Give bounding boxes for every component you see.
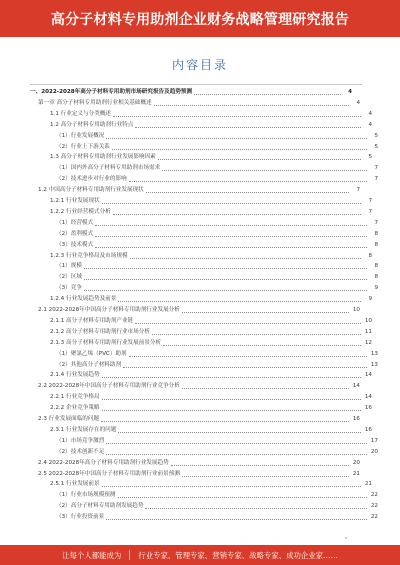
toc-entry-page: 4 — [356, 99, 360, 106]
footer-slogan-left: 让每个人都能成为 — [62, 550, 122, 560]
toc-entry[interactable] — [30, 153, 372, 162]
toc-entry-label: 2.1.4 行业发展趋势 — [50, 372, 100, 379]
toc-entry-label: （2）行业上下游关系 — [56, 143, 110, 150]
toc-leader-dots — [123, 367, 367, 368]
toc-entry-page: 5 — [374, 143, 378, 150]
toc-entry-label: 1.3 高分子材料专用助剂行业发展影响因素 — [50, 154, 156, 161]
toc-entry-label: （1）行业发展概况 — [56, 132, 105, 139]
toc-leader-dots — [95, 225, 367, 226]
toc-entry-label: （1）国内外高分子材料专用助剂市场需求 — [56, 165, 161, 172]
toc-entry-page: 8 — [368, 252, 372, 259]
toc-entry-page: 17 — [370, 437, 378, 444]
toc-entry[interactable] — [30, 339, 372, 348]
toc-entry-label: （3）竞争 — [56, 285, 82, 292]
toc-leader-dots — [171, 465, 349, 466]
toc-entry-label: （2）其他高分子材料助剂 — [56, 361, 122, 368]
toc-leader-dots — [194, 94, 341, 95]
toc-leader-dots — [129, 356, 367, 357]
toc-leader-dots — [146, 192, 349, 193]
toc-entry-label: 2.2 2022-2028年中国高分子材料专用助剂行业竞争分析 — [38, 383, 180, 390]
toc-entry-page: 4 — [368, 121, 372, 128]
toc-entry[interactable] — [30, 175, 378, 184]
toc-entry-label: （1）市场竞争激烈 — [56, 437, 105, 444]
toc-entry[interactable] — [30, 208, 372, 217]
toc-entry[interactable] — [30, 491, 378, 500]
toc-heading: 内容目录 — [171, 58, 228, 72]
toc-entry-page: 7 — [368, 208, 372, 215]
toc-leader-dots — [95, 247, 367, 248]
toc-entry[interactable] — [30, 99, 360, 108]
toc-entry-page: 14 — [364, 394, 372, 401]
toc-entry-label: 2.1 2022-2028年中国高分子材料专用助剂行业发展分析 — [38, 307, 180, 313]
toc-leader-dots — [118, 432, 361, 433]
toc-leader-dots — [102, 203, 361, 204]
toc-entry-page: 5 — [374, 132, 378, 139]
toc-leader-dots — [112, 149, 367, 150]
toc-leader-dots — [182, 476, 349, 477]
toc-entry-label: 1.1 行业定义与分类概述 — [50, 110, 112, 117]
toc-entry[interactable] — [30, 143, 378, 152]
toc-entry-label: （2）技术进步对行业的影响 — [56, 176, 127, 183]
toc-entry[interactable] — [30, 426, 372, 435]
toc-entry-label: （1）经营模式 — [56, 219, 94, 226]
toc-entry-page: 20 — [370, 448, 378, 455]
report-title: 高分子材料专用助剂企业财务战略管理研究报告 — [50, 11, 350, 28]
toc-entry-page: 21 — [352, 470, 360, 477]
toc-entry-page: 16 — [352, 416, 360, 422]
toc-leader-dots — [102, 377, 361, 378]
toc-leader-dots — [106, 138, 367, 139]
toc-entry-page: 11 — [364, 328, 372, 335]
toc-entry-page: 7 — [374, 219, 378, 226]
toc-entry-label: 2.2.2 企业竞争策略 — [50, 405, 100, 412]
toc-entry-page: 14 — [364, 372, 372, 379]
toc-entry-label: 一、2022-2028年高分子材料专用助剂市场研究报告及趋势预测 — [30, 89, 193, 95]
toc-entry[interactable] — [30, 121, 372, 130]
toc-entry-label: （1）规模 — [56, 263, 82, 270]
toc-entry-page: 12 — [364, 339, 372, 346]
toc-entry-page: 4 — [368, 110, 372, 117]
toc-entry[interactable] — [30, 262, 378, 271]
toc-entry-page: 21 — [364, 481, 372, 488]
toc-leader-dots — [106, 519, 367, 520]
toc-entry-page: 5 — [368, 154, 372, 161]
toc-leader-dots — [145, 508, 367, 509]
toc-entry-page: 9 — [368, 296, 372, 303]
toc-leader-dots — [129, 181, 367, 182]
toc-entry[interactable] — [30, 273, 378, 282]
toc-entry[interactable] — [30, 382, 360, 391]
toc-entry-page: 22 — [370, 503, 378, 510]
toc-entry[interactable] — [30, 513, 378, 522]
toc-entry[interactable] — [30, 328, 372, 337]
toc-entry[interactable] — [30, 295, 372, 304]
toc-entry-label: 2.2.1 行业竞争格局 — [50, 394, 100, 401]
toc-entry[interactable] — [30, 284, 378, 293]
toc-leader-dots — [162, 170, 367, 171]
toc-entry[interactable] — [30, 448, 378, 457]
toc-entry-label: （1）行业市场规模预测 — [56, 492, 116, 499]
toc-entry-label: 第一章 高分子材料专用助剂行业相关基础概述 — [38, 99, 152, 106]
toc-entry-label: 1.2 中国高分子材料专用助剂行业发展现状 — [38, 187, 144, 194]
toc-entry[interactable] — [30, 219, 378, 228]
toc-entry-label: （2）高分子材料专用助剂发展趋势 — [56, 503, 144, 510]
toc-entry-label: 1.2.3 行业竞争格局及市场规模 — [50, 252, 128, 259]
toc-entry-page: 7 — [374, 176, 378, 183]
toc-entry[interactable] — [30, 361, 378, 370]
toc-entry-label: （2）区域 — [56, 274, 82, 281]
toc-entry-page: 22 — [370, 514, 378, 521]
toc-entry[interactable] — [30, 164, 378, 173]
toc-entry-page: 20 — [352, 459, 360, 466]
toc-entry[interactable] — [30, 502, 378, 511]
toc-leader-dots — [118, 497, 368, 498]
toc-entry-label: 2.1.3 高分子材料专用助剂行业发展前景分析 — [50, 339, 162, 346]
toc-entry-label: 1.2.1 行业发展现状 — [50, 198, 100, 204]
toc-entry[interactable] — [30, 197, 372, 206]
toc-leader-dots — [106, 443, 367, 444]
toc-entry-page: 8 — [374, 274, 378, 281]
toc-leader-dots — [84, 290, 367, 291]
toc-entry[interactable] — [30, 480, 372, 489]
toc-leader-dots — [182, 312, 349, 313]
footer-slogan-right: 行业专家、管理专家、营销专家、战略专家、成功企业家…… — [138, 550, 338, 560]
toc-entry-label: （3）行业投资前景 — [56, 514, 105, 521]
toc-leader-dots — [102, 410, 361, 411]
toc-entry[interactable] — [30, 459, 360, 468]
toc-entry-label: 2.3.1 行业发展存在的问题 — [50, 426, 117, 433]
toc-entry-page: 22 — [370, 492, 378, 499]
toc-entry-page: 14 — [352, 383, 360, 390]
toc-entry[interactable] — [30, 132, 378, 141]
toc-leader-dots — [182, 388, 349, 389]
footer-divider — [129, 550, 130, 560]
toc-entry[interactable] — [30, 415, 360, 424]
toc-entry[interactable] — [30, 88, 352, 97]
toc-entry-label: 2.4 2022-2028年高分子材料专用助剂行业发展趋势 — [38, 459, 169, 466]
header-banner — [0, 0, 400, 37]
toc-leader-dots — [113, 116, 361, 117]
footer-banner — [0, 545, 400, 565]
toc-entry-page: 9 — [374, 285, 378, 292]
toc-entry[interactable] — [30, 437, 378, 446]
toc-entry-label: （2）盈利模式 — [56, 230, 94, 237]
toc-leader-dots — [152, 334, 361, 335]
toc-leader-dots — [113, 214, 361, 215]
toc-entry-page: 7 — [368, 198, 372, 204]
toc-entry[interactable] — [30, 393, 372, 402]
toc-leader-dots — [163, 345, 361, 346]
toc-entry[interactable] — [30, 371, 372, 380]
toc-leader-dots — [95, 236, 367, 237]
toc-entry-page: 8 — [374, 263, 378, 270]
toc-entry-page: 8 — [374, 241, 378, 248]
toc-entry-label: （2）技术创新不足 — [56, 448, 105, 455]
toc-leader-dots — [135, 323, 361, 324]
toc-entry[interactable] — [30, 306, 360, 315]
toc-entry-page: 13 — [370, 361, 378, 368]
toc-leader-dots — [130, 258, 361, 259]
toc-leader-dots — [102, 399, 361, 400]
toc-entry-label: 2.3 行业发展面临的问题 — [38, 416, 100, 422]
toc-entry[interactable] — [30, 350, 378, 359]
toc-entry-label: （3）技术模式 — [56, 241, 94, 248]
toc-entry-label: 1.2.4 行业发展趋势及前景 — [50, 296, 117, 303]
toc-leader-dots — [84, 268, 367, 269]
toc-entry[interactable] — [30, 317, 372, 326]
toc-entry[interactable] — [30, 230, 378, 239]
toc-entry-label: 1.2 高分子材料专用助剂行业特点 — [50, 121, 134, 128]
toc-entry-page: 4 — [348, 89, 352, 95]
toc-leader-dots — [154, 105, 349, 106]
toc-entry[interactable] — [30, 110, 372, 119]
toc-entry-page: 10 — [364, 317, 372, 324]
table-of-contents — [30, 84, 378, 525]
toc-entry[interactable] — [30, 404, 372, 413]
toc-entry-label: 2.5 2022-2028年中国高分子材料专用助剂行业前景预测 — [38, 470, 180, 477]
toc-entry[interactable] — [30, 186, 360, 195]
toc-entry[interactable] — [30, 241, 378, 250]
toc-entry-label: 2.1.2 高分子材料专用助剂行业市场分析 — [50, 328, 150, 335]
toc-entry-page: 8 — [374, 230, 378, 237]
toc-leader-dots — [84, 279, 367, 280]
toc-leader-dots — [106, 454, 367, 455]
page-marker-dot — [345, 537, 347, 539]
toc-leader-dots — [101, 421, 349, 422]
toc-leader-dots — [135, 127, 361, 128]
toc-entry-page: 10 — [352, 307, 360, 313]
toc-leader-dots — [118, 301, 361, 302]
toc-entry-label: （1）聚氯乙烯（PVC）助剂 — [56, 350, 127, 357]
toc-entry-label: 1.2.2 行业经营模式分析 — [50, 208, 111, 215]
toc-entry-page: 16 — [364, 426, 372, 433]
toc-entry-page: 13 — [370, 350, 378, 357]
toc-entry-page: 7 — [374, 165, 378, 172]
toc-entry-page: 7 — [356, 187, 360, 194]
toc-leader-dots — [102, 486, 361, 487]
toc-entry-label: 2.5.1 行业发展前景 — [50, 481, 100, 488]
toc-entry[interactable] — [30, 470, 360, 479]
toc-entry-label: 2.1.1 高分子材料专用助剂产业链 — [50, 317, 134, 324]
toc-leader-dots — [158, 159, 361, 160]
toc-entry[interactable] — [30, 252, 372, 261]
toc-entry-page: 16 — [364, 405, 372, 412]
